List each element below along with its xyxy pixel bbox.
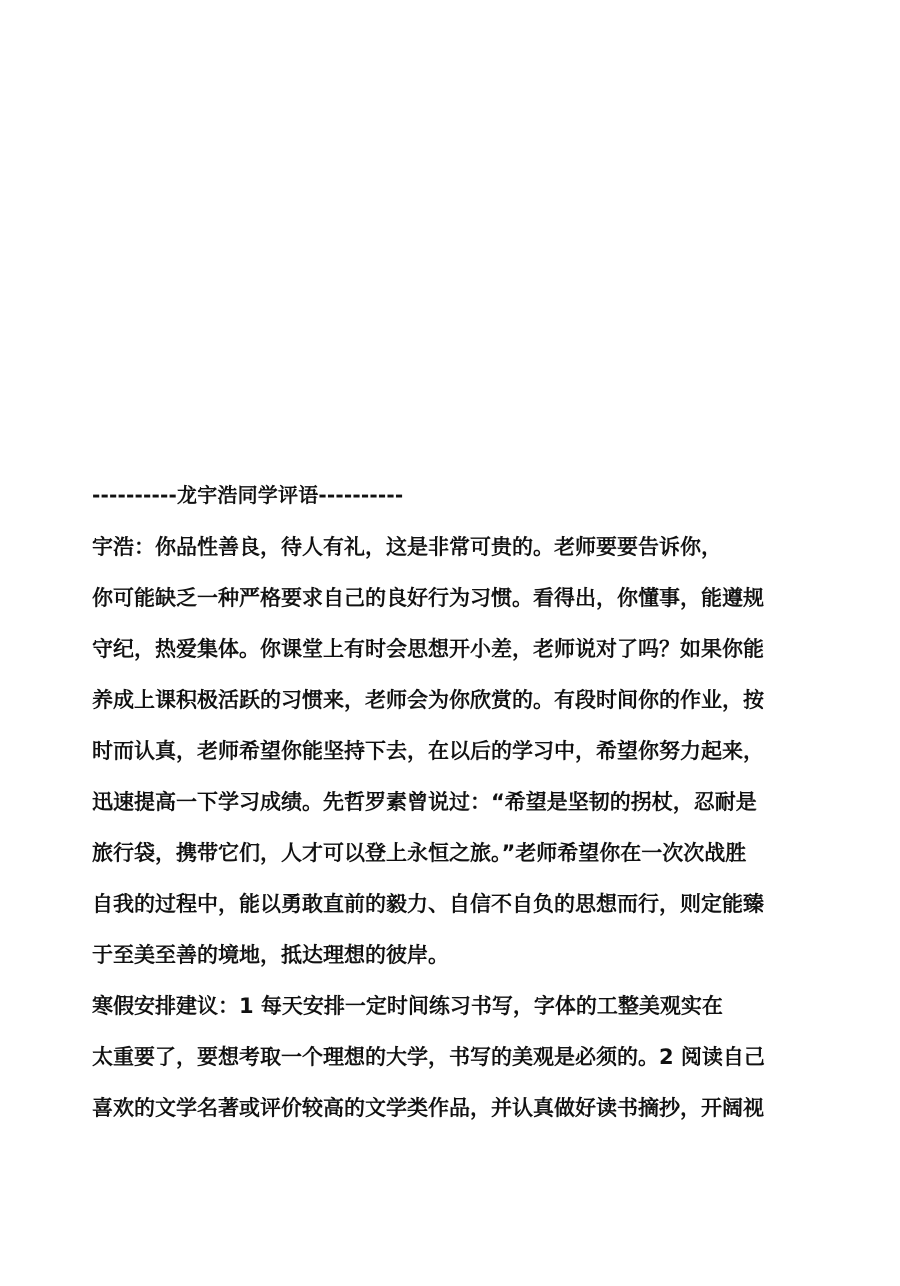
comment-line-1: 宇浩：你品性善良，待人有礼，这是非常可贵的。老师要要告诉你， <box>92 535 722 559</box>
suggestion-line-1: 寒假安排建议：1 每天安排一定时间练习书写，字体的工整美观实在 <box>92 994 723 1018</box>
comment-line-3: 守纪，热爱集体。你课堂上有时会思想开小差，老师说对了吗？如果你能 <box>92 637 764 661</box>
suggestion-line-3: 喜欢的文学名著或评价较高的文学类作品，并认真做好读书摘抄，开阔视 <box>92 1096 764 1120</box>
document-title: ----------龙宇浩同学评语---------- <box>92 483 404 507</box>
comment-line-4: 养成上课积极活跃的习惯来，老师会为你欣赏的。有段时间你的作业，按 <box>92 688 764 712</box>
comment-line-2: 你可能缺乏一种严格要求自己的良好行为习惯。看得出，你懂事，能遵规 <box>92 586 764 610</box>
suggestion-line-2: 太重要了，要想考取一个理想的大学，书写的美观是必须的。2 阅读自己 <box>92 1045 765 1069</box>
comment-line-6: 迅速提高一下学习成绩。先哲罗素曾说过：“希望是坚韧的拐杖，忍耐是 <box>92 790 757 814</box>
comment-line-9: 于至美至善的境地，抵达理想的彼岸。 <box>92 943 449 967</box>
comment-line-8: 自我的过程中，能以勇敢直前的毅力、自信不自负的思想而行，则定能臻 <box>92 892 764 916</box>
comment-line-5: 时而认真，老师希望你能坚持下去，在以后的学习中，希望你努力起来， <box>92 739 764 763</box>
comment-line-7: 旅行袋，携带它们，人才可以登上永恒之旅。”老师希望你在一次次战胜 <box>92 841 747 865</box>
